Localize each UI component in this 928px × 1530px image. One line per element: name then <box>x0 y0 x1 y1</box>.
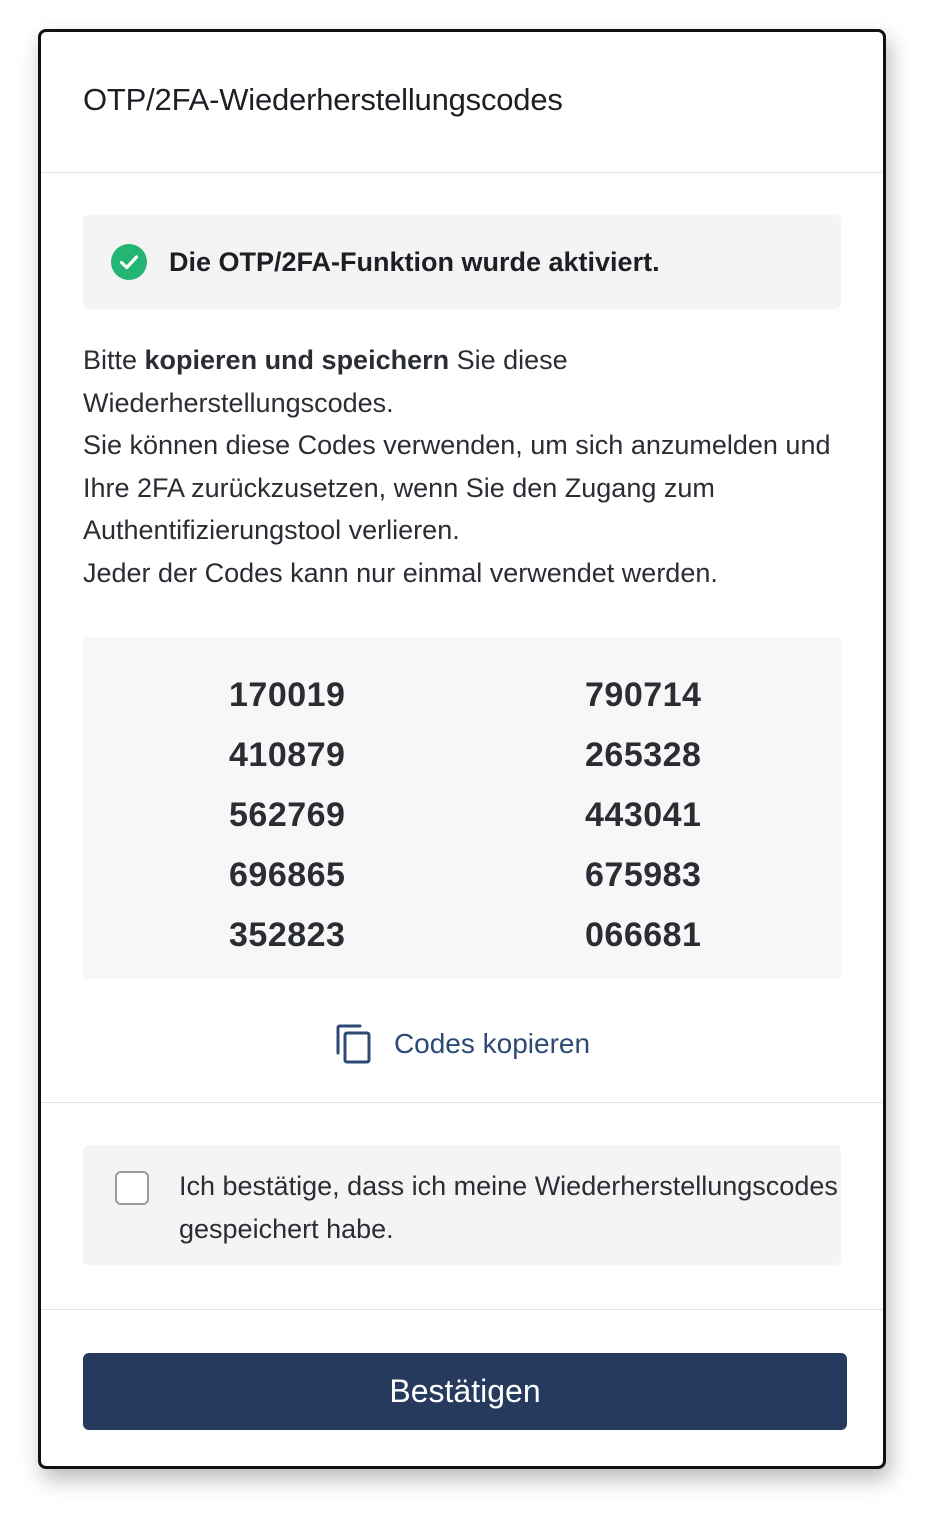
alert-text: Die OTP/2FA-Funktion wurde aktiviert. <box>169 246 660 277</box>
copy-codes-button[interactable] <box>83 1023 841 1065</box>
instructions-line-2: Sie können diese Codes verwenden, um sich anzumelden und Ihre 2FA zurückzusetzen, wenn Sie den Zugang zum Authentifizierungstool verlieren. <box>83 430 831 546</box>
instructions-prefix: Bitte <box>83 345 145 375</box>
instructions-line-3: Jeder der Codes kann nur einmal verwendet werden. <box>83 557 718 588</box>
recovery-codes-dialog <box>38 29 886 1469</box>
confirm-saved-checkbox[interactable] <box>115 1171 149 1205</box>
copy-codes-label: Codes kopieren <box>393 1027 591 1059</box>
confirm-saved-option[interactable] <box>83 1145 841 1265</box>
copy-icon <box>334 1023 374 1065</box>
confirm-section <box>41 1103 883 1310</box>
dialog-title: OTP/2FA-Wiederherstellungscodes <box>83 82 563 117</box>
codes-column-right <box>585 665 701 965</box>
recovery-code: 352823 <box>229 915 346 954</box>
success-alert <box>83 215 841 309</box>
check-circle-icon <box>111 244 147 280</box>
recovery-code: 410879 <box>229 735 346 774</box>
recovery-code: 443041 <box>585 795 702 834</box>
recovery-code: 675983 <box>585 855 702 894</box>
dialog-body <box>41 173 883 1103</box>
codes-column-left <box>229 665 345 965</box>
recovery-code: 265328 <box>585 735 702 774</box>
confirm-button[interactable]: Bestätigen <box>83 1353 847 1430</box>
instructions-line-1 <box>83 339 841 424</box>
dialog-header <box>41 32 883 173</box>
recovery-code: 562769 <box>229 795 346 834</box>
instructions <box>83 339 841 595</box>
recovery-code: 066681 <box>585 915 702 954</box>
dialog-footer <box>41 1310 883 1430</box>
recovery-code: 170019 <box>229 675 346 714</box>
recovery-code: 790714 <box>585 675 702 714</box>
instructions-suffix: Sie diese Wiederherstellungscodes. <box>83 345 568 418</box>
recovery-code: 696865 <box>229 855 346 894</box>
instructions-emphasis: kopieren und speichern <box>144 345 450 375</box>
recovery-codes-list <box>83 637 841 979</box>
confirm-saved-label: Ich bestätige, dass ich meine Wiederherstellungscodes gespeichert habe. <box>179 1171 838 1244</box>
